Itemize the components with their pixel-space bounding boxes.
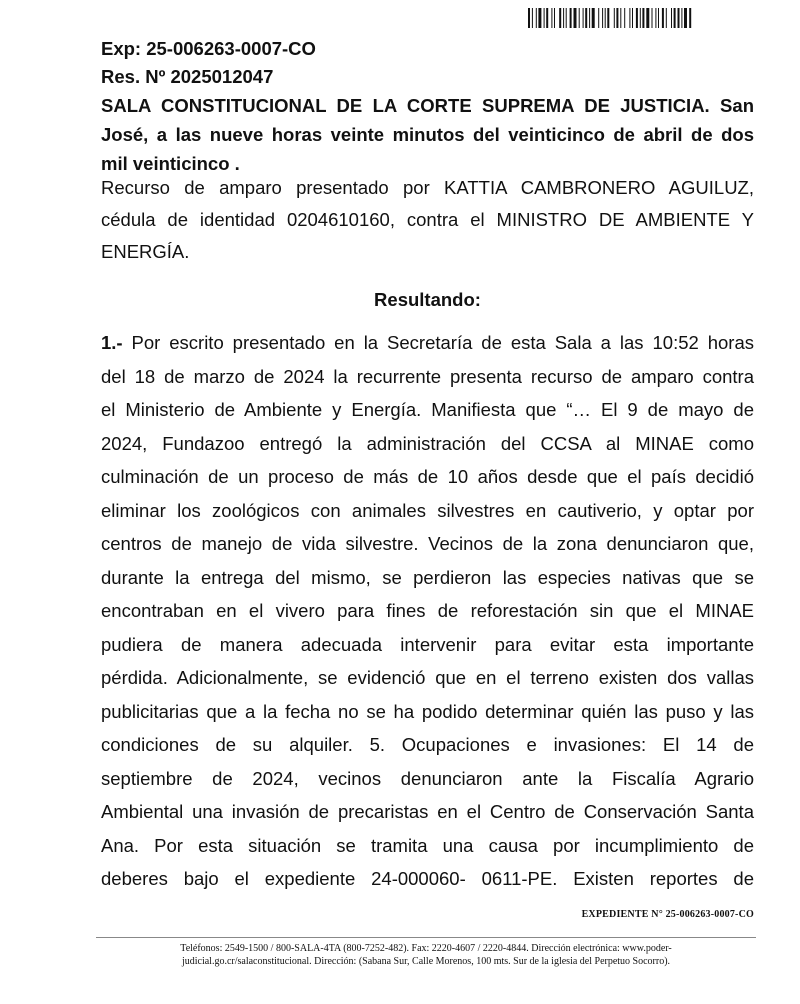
paragraph-1-line: condiciones de su alquiler. 5. Ocupaciones e invasiones: El 14 de	[101, 734, 754, 755]
case-summary-line: ENERGÍA.	[101, 241, 190, 262]
paragraph-1-line: del 18 de marzo de 2024 la recurrente presenta recurso de amparo contra	[101, 365, 754, 387]
paragraph-number: 1.-	[101, 332, 123, 353]
court-heading-line: mil veinticinco .	[101, 153, 240, 174]
paragraph-1-first-text: Por escrito presentado en la Secretaría de esta Sala a las 10:52 horas	[122, 332, 754, 353]
expediente-number: Exp: 25-006263-0007-CO	[101, 38, 316, 59]
footer-address-line: judicial.go.cr/salaconstitucional. Dirección: (Sabana Sur, Calle Morenos, 100 mts. Sur de la iglesia del Perpetuo Socorro).	[181, 956, 671, 967]
paragraph-1-line: durante la entrega del mismo, se perdieron las especies nativas que se	[101, 566, 754, 588]
paragraph-1-line: Ana. Por esta situación se tramita una causa por incumplimiento de	[101, 834, 754, 856]
barcode	[528, 8, 756, 28]
section-title: Resultando:	[374, 289, 481, 310]
case-summary	[101, 172, 754, 268]
paragraph-1-line: encontraban en el vivero para fines de reforestación sin que el MINAE	[101, 600, 754, 621]
paragraph-1-line: pérdida. Adicionalmente, se evidenció que en el terreno existen dos vallas	[101, 667, 754, 688]
footer-contact-line: Teléfonos: 2549-1500 / 800-SALA-4TA (800-7252-482). Fax: 2220-4607 / 2220-4844. Dirección electrónica: www.poder-	[180, 943, 672, 954]
court-heading-line: SALA CONSTITUCIONAL DE LA CORTE SUPREMA DE JUSTICIA. San	[101, 95, 754, 116]
paragraph-1-line: publicitarias que a la fecha no se ha podido determinar quién las puso y las	[101, 700, 754, 722]
paragraph-1-line: centros de manejo de vida silvestre. Vecinos de la zona denunciaron que,	[101, 533, 754, 554]
footer-divider	[96, 937, 756, 938]
expediente-footer-label: EXPEDIENTE N° 25-006263-0007-CO	[581, 909, 754, 920]
court-heading-line: José, a las nueve horas veinte minutos del veinticinco de abril de dos	[101, 124, 754, 145]
resolution-number: Res. Nº 2025012047	[101, 66, 274, 87]
case-summary-line: Recurso de amparo presentado por KATTIA CAMBRONERO AGUILUZ,	[101, 177, 754, 198]
paragraph-1-line: culminación de un proceso de más de 10 años desde que el país decidió	[101, 466, 754, 487]
paragraph-1-line	[101, 326, 754, 360]
paragraph-1-line: el Ministerio de Ambiente y Energía. Manifiesta que “… El 9 de mayo de	[101, 399, 754, 420]
court-heading	[101, 91, 754, 178]
paragraph-1-line: Ambiental una invasión de precaristas en el Centro de Conservación Santa	[101, 801, 754, 822]
paragraph-1-line: 2024, Fundazoo entregó la administración del CCSA al MINAE como	[101, 432, 754, 454]
paragraph-1-line: eliminar los zoológicos con animales silvestres en cautiverio, y optar por	[101, 499, 754, 521]
paragraph-1-line: pudiera de manera adecuada intervenir para evitar esta importante	[101, 633, 754, 655]
paragraph-1	[101, 326, 754, 896]
paragraph-1-line: deberes bajo el expediente 24-000060- 0611-PE. Existen reportes de	[101, 868, 754, 889]
case-summary-line: cédula de identidad 0204610160, contra el MINISTRO DE AMBIENTE Y	[101, 209, 754, 230]
paragraph-1-line: septiembre de 2024, vecinos denunciaron ante la Fiscalía Agrario	[101, 767, 754, 789]
